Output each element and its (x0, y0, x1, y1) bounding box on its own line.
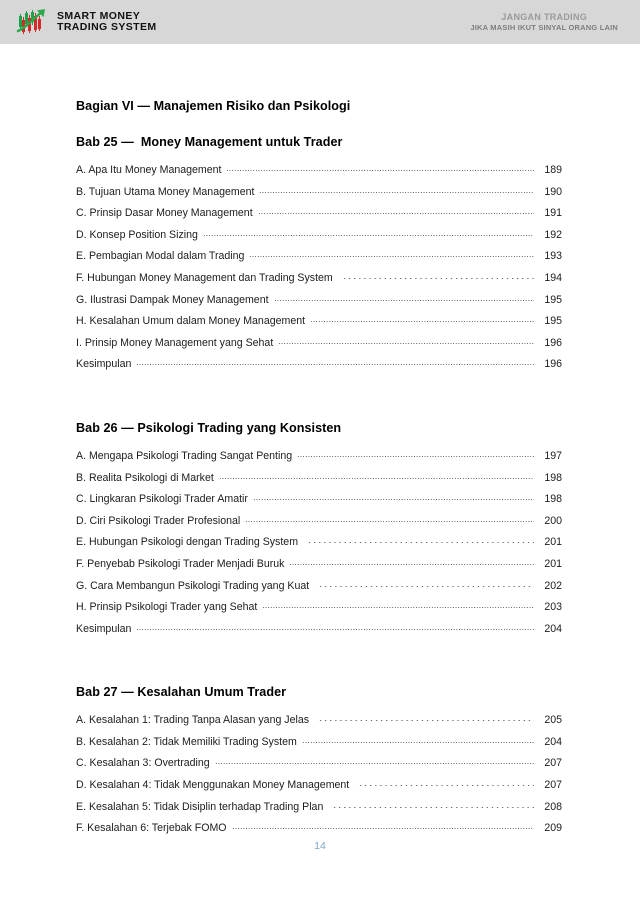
toc-dot-leader (328, 800, 534, 810)
toc-dot-leader (338, 271, 534, 281)
chapter-block (76, 685, 562, 843)
toc-dot-leader (289, 557, 534, 567)
toc-dot-leader (226, 163, 534, 173)
toc-entry-label: D. Ciri Psikologi Trader Profesional (76, 514, 241, 527)
toc-dot-leader (310, 314, 534, 324)
brand-name-line2: TRADING SYSTEM (57, 21, 157, 33)
toc-entry[interactable] (76, 206, 562, 228)
toc-entry-page: 191 (544, 207, 562, 220)
toc-entry-page: 196 (544, 336, 562, 349)
toc-entry-page: 189 (544, 164, 562, 176)
chapter-title: Bab 25 — Money Management untuk Trader (76, 135, 343, 149)
toc-dot-leader (314, 579, 534, 589)
brand-name-line1: SMART MONEY (57, 9, 141, 22)
toc-dot-leader (258, 206, 534, 216)
toc-entry[interactable] (76, 492, 562, 514)
header-tagline (470, 12, 618, 33)
toc-entry-label: C. Kesalahan 3: Overtrading (76, 757, 210, 770)
toc-entry-label: G. Cara Membangun Psikologi Trading yang Kuat (76, 579, 310, 592)
toc-dot-leader (259, 185, 534, 195)
toc-dot-leader (203, 228, 534, 238)
toc-entry-label: F. Hubungan Money Management dan Trading System (76, 271, 333, 284)
toc-entry[interactable] (76, 622, 562, 644)
toc-entry[interactable] (76, 228, 562, 250)
toc-entry-label: D. Kesalahan 4: Tidak Menggunakan Money Management (76, 779, 350, 792)
toc-dot-leader (215, 756, 534, 766)
toc-entry[interactable] (76, 800, 562, 822)
toc-entry[interactable] (76, 471, 562, 493)
toc-dot-leader (274, 293, 534, 303)
toc-entry[interactable] (76, 163, 562, 185)
toc-entry-page: 198 (544, 471, 562, 484)
toc-dot-leader (249, 249, 534, 259)
toc-dot-leader (136, 622, 534, 632)
part-title: Bagian VI — Manajemen Risiko dan Psikologi (76, 99, 351, 113)
toc-entry-page: 192 (544, 228, 562, 241)
toc-entry-label: A. Kesalahan 1: Trading Tanpa Alasan yang Jelas (76, 714, 310, 727)
toc-entry[interactable] (76, 514, 562, 536)
toc-entry-label: F. Kesalahan 6: Terjebak FOMO (76, 822, 227, 835)
toc-entry-page: 195 (544, 315, 562, 328)
toc-entry[interactable] (76, 185, 562, 207)
chapter-title: Bab 27 — Kesalahan Umum Trader (76, 685, 287, 700)
toc-entry-label: D. Konsep Position Sizing (76, 228, 198, 241)
toc-entry-label: C. Lingkaran Psikologi Trader Amatir (76, 493, 248, 506)
toc-entry-page: 203 (544, 601, 562, 614)
toc-entry-label: Kesimpulan (76, 358, 132, 371)
toc-entry-label: E. Hubungan Psikologi dengan Trading System (76, 536, 299, 549)
toc-entry-page: 200 (544, 514, 562, 527)
toc-entry[interactable] (76, 293, 562, 315)
toc-entry-label: F. Penyebab Psikologi Trader Menjadi Buruk (76, 557, 285, 570)
toc-entry[interactable] (76, 314, 562, 336)
toc-dot-leader (278, 336, 534, 346)
toc-entry[interactable] (76, 449, 562, 471)
toc-dot-leader (314, 713, 534, 723)
toc-entry-label: B. Realita Psikologi di Market (76, 471, 214, 484)
toc-entry-page: 197 (544, 449, 562, 462)
tagline-sub: JIKA MASIH IKUT SINYAL ORANG LAIN (470, 22, 618, 32)
chapter-title: Bab 26 — Psikologi Trading yang Konsisten (76, 420, 342, 435)
candlestick-chart-uptrend-icon (16, 7, 50, 37)
toc-entry-label: H. Kesalahan Umum dalam Money Management (76, 315, 306, 328)
toc-entry[interactable] (76, 579, 562, 601)
toc-entry-page: 202 (544, 579, 562, 592)
toc-entry[interactable] (76, 271, 562, 293)
toc-entry[interactable] (76, 756, 562, 778)
toc-dot-leader (245, 514, 534, 524)
toc-dot-leader (219, 471, 534, 481)
toc-entry-label: I. Prinsip Money Management yang Sehat (76, 336, 274, 349)
toc-entry-page: 207 (544, 779, 562, 792)
toc-entry[interactable] (76, 557, 562, 579)
toc-entry-page: 196 (544, 358, 562, 371)
toc-entry-label: E. Kesalahan 5: Tidak Disiplin terhadap Trading Plan (76, 800, 324, 813)
toc-dot-leader (232, 821, 534, 831)
toc-entry[interactable] (76, 249, 562, 271)
chapter-list (76, 135, 562, 843)
toc-dot-leader (297, 449, 534, 459)
toc-entry-label: A. Apa Itu Money Management (76, 164, 222, 176)
toc-entry[interactable] (76, 535, 562, 557)
chapter-block (76, 421, 562, 643)
brand-logo (16, 7, 157, 37)
toc-entry-page: 195 (544, 293, 562, 306)
toc-entry-page: 190 (544, 185, 562, 198)
toc-entry[interactable] (76, 713, 562, 735)
page-body (0, 44, 640, 904)
toc-entry-label: G. Ilustrasi Dampak Money Management (76, 293, 269, 306)
toc-entry[interactable] (76, 357, 562, 379)
toc-entry-label: H. Prinsip Psikologi Trader yang Sehat (76, 601, 258, 614)
page-number: 14 (314, 840, 326, 852)
toc-entry-page: 208 (544, 800, 562, 813)
toc-dot-leader (253, 492, 534, 502)
toc-entry[interactable] (76, 600, 562, 622)
toc-dot-leader (302, 735, 534, 745)
toc-entry[interactable] (76, 735, 562, 757)
toc-entry-label: Kesimpulan (76, 622, 132, 635)
page-header (0, 0, 640, 44)
toc-entry-label: B. Kesalahan 2: Tidak Memiliki Trading System (76, 735, 297, 748)
toc-entry-label: B. Tujuan Utama Money Management (76, 185, 255, 198)
toc-entry-page: 205 (544, 714, 562, 727)
toc-entry-page: 198 (544, 493, 562, 506)
toc-entry[interactable] (76, 778, 562, 800)
chapter-block (76, 135, 562, 379)
toc-entry-label: A. Mengapa Psikologi Trading Sangat Penting (76, 449, 293, 462)
toc-dot-leader (136, 357, 534, 367)
toc-dot-leader (354, 778, 534, 788)
toc-entry-page: 204 (544, 622, 562, 635)
toc-entry-label: E. Pembagian Modal dalam Trading (76, 250, 245, 263)
toc-dot-leader (303, 535, 534, 545)
toc-entry-page: 193 (544, 250, 562, 263)
table-of-contents (76, 99, 562, 843)
toc-entry-page: 194 (544, 271, 562, 284)
toc-entry[interactable] (76, 336, 562, 358)
toc-entry-page: 201 (544, 557, 562, 570)
toc-dot-leader (262, 600, 534, 610)
toc-entry-page: 209 (544, 822, 562, 835)
tagline-main: JANGAN TRADING (501, 11, 588, 22)
toc-entry-page: 204 (544, 735, 562, 748)
toc-entry-page: 201 (544, 536, 562, 549)
toc-entry-label: C. Prinsip Dasar Money Management (76, 207, 253, 220)
toc-entry-page: 207 (544, 757, 562, 770)
